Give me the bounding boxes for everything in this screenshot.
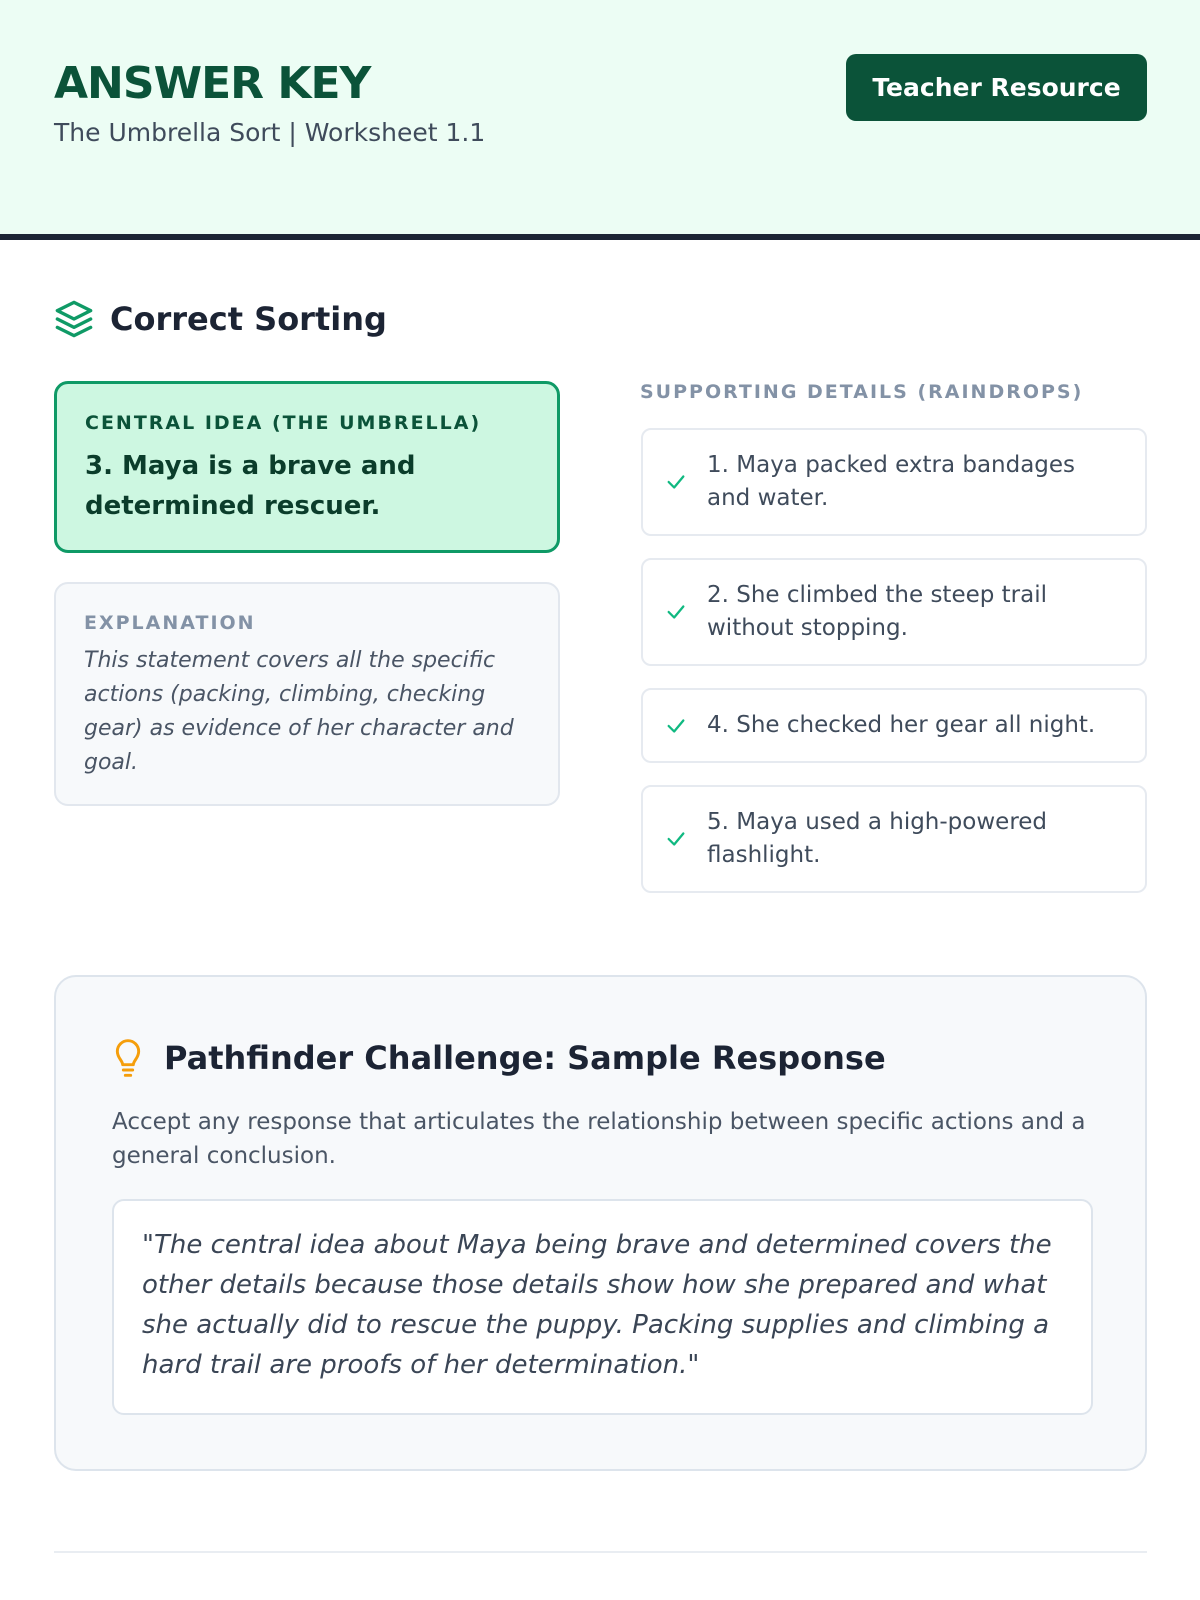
check-icon bbox=[665, 471, 691, 493]
sample-response: "The central idea about Maya being brave and determined covers the other details because those details show how she prepared and what she actually did to rescue the puppy. Packing supplies and climbing a hard trail are proofs of her determination." bbox=[112, 1199, 1093, 1415]
page-subtitle: The Umbrella Sort | Worksheet 1.1 bbox=[54, 118, 486, 147]
detail-text: 4. She checked her gear all night. bbox=[707, 712, 1096, 738]
section-title: Correct Sorting bbox=[110, 300, 387, 338]
footer-divider bbox=[54, 1551, 1147, 1553]
detail-item bbox=[641, 688, 1147, 763]
pathfinder-challenge-card bbox=[54, 975, 1147, 1471]
lightbulb-icon bbox=[112, 1037, 148, 1079]
central-idea-card bbox=[54, 381, 560, 553]
layers-icon bbox=[54, 298, 96, 340]
detail-item bbox=[641, 785, 1147, 893]
answer-key-header bbox=[0, 0, 1200, 240]
detail-text: 1. Maya packed extra bandages and water. bbox=[707, 452, 1076, 511]
supporting-details-label: SUPPORTING DETAILS (RAINDROPS) bbox=[640, 381, 1084, 403]
explanation-card bbox=[54, 582, 560, 806]
explanation-label: EXPLANATION bbox=[84, 612, 256, 634]
explanation-text: This statement covers all the specific actions (packing, climbing, checking gear) as evidence of her character and goal. bbox=[84, 648, 514, 775]
check-icon bbox=[665, 828, 691, 850]
page-title: ANSWER KEY bbox=[54, 58, 371, 109]
teacher-resource-badge: Teacher Resource bbox=[846, 54, 1147, 121]
check-icon bbox=[665, 715, 691, 737]
detail-item bbox=[641, 428, 1147, 536]
detail-item bbox=[641, 558, 1147, 666]
central-idea-label: CENTRAL IDEA (THE UMBRELLA) bbox=[85, 412, 482, 434]
detail-text: 2. She climbed the steep trail without stopping. bbox=[707, 582, 1048, 641]
correct-sorting-heading bbox=[54, 294, 387, 344]
check-icon bbox=[665, 601, 691, 623]
detail-text: 5. Maya used a high-powered flashlight. bbox=[707, 809, 1048, 868]
challenge-intro: Accept any response that articulates the relationship between specific actions and a general conclusion. bbox=[112, 1109, 1086, 1169]
central-idea-statement: 3. Maya is a brave and determined rescuer. bbox=[85, 451, 416, 521]
challenge-heading bbox=[112, 1033, 886, 1083]
challenge-title: Pathfinder Challenge: Sample Response bbox=[164, 1039, 886, 1077]
